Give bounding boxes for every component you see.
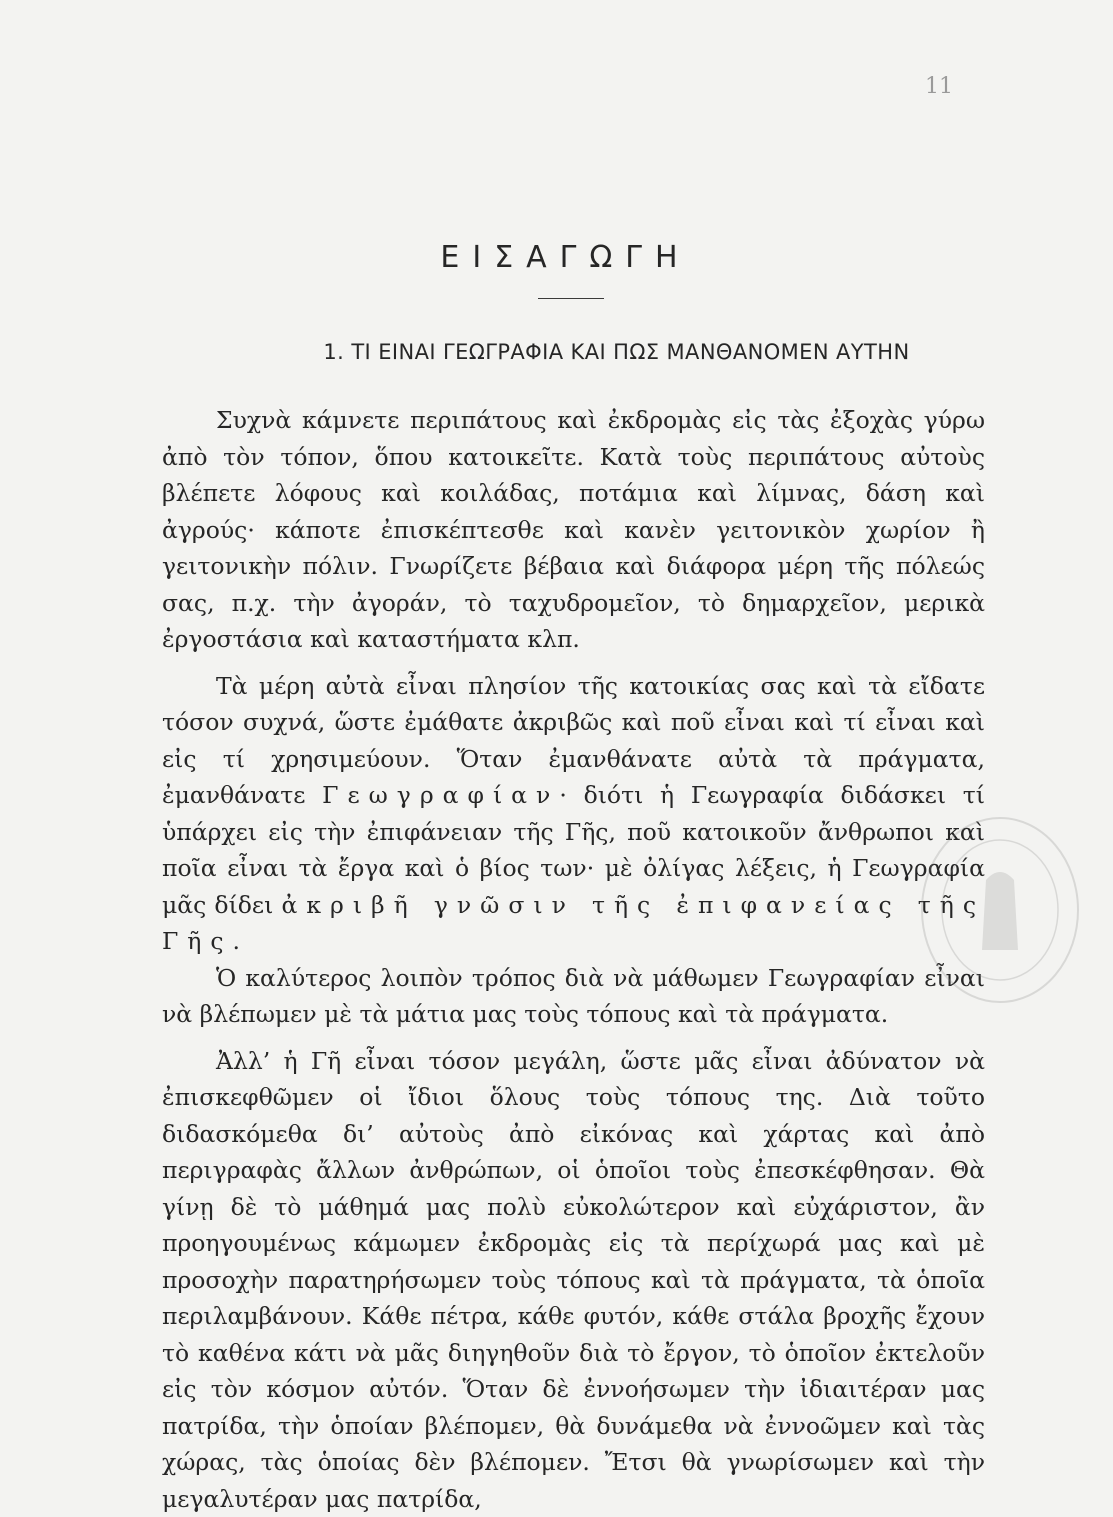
- paragraph-2: [162, 668, 985, 960]
- title-divider: [538, 298, 604, 299]
- library-stamp-icon: [916, 810, 1084, 1010]
- paragraph-2-part-e: .: [233, 927, 240, 955]
- section-heading: 1. ΤΙ ΕΙΝΑΙ ΓΕΩΓΡΑΦΙΑ ΚΑΙ ΠΩΣ ΜΑΝΘΑΝΟΜΕΝ ΑΥΤΗΝ: [0, 340, 1113, 364]
- paragraph-3: Ὁ καλύτερος λοιπὸν τρόπος διὰ νὰ μάθωμεν Γεωγραφίαν εἶναι νὰ βλέπωμεν μὲ τὰ μάτια μας τοὺς τόπους καὶ τὰ πράγματα.: [162, 960, 985, 1033]
- body-text: [162, 402, 985, 1517]
- paragraph-2-part-c: · διότι ἡ Γεωγραφία διδάσκει τί ὑπάρχει εἰς τὴν ἐπιφάνειαν τῆς Γῆς, ποῦ κατοικοῦν ἄνθρωποι καὶ ποῖα εἶναι τὰ ἔργα καὶ ὁ βίος των· μὲ ὀλίγας λέξεις, ἡ Γεωγραφία μᾶς δίδει: [162, 781, 985, 919]
- paragraph-4: Ἀλλ’ ἡ Γῆ εἶναι τόσον μεγάλη, ὥστε μᾶς εἶναι ἀδύνατον νὰ ἐπισκεφθῶμεν οἱ ἴδιοι ὅλους τοὺς τόπους της. Διὰ τοῦτο διδασκόμεθα δι’ αὐτοὺς ἀπὸ εἰκόνας καὶ χάρτας καὶ ἀπὸ περιγραφὰς ἄλλων ἀνθρώπων, οἱ ὁποῖοι τοὺς ἐπεσκέφθησαν. Θὰ γίνῃ δὲ τὸ μάθημά μας πολὺ εὐκολώτερον καὶ εὐχάριστον, ἂν προηγουμένως κάμωμεν ἐκδρομὰς εἰς τὰ περίχωρά μας καὶ μὲ προσοχὴν παρατηρήσωμεν τοὺς τόπους καὶ τὰ πράγματα, τὰ ὁποῖα περιλαμβάνουν. Κάθε πέτρα, κάθε φυτόν, κάθε στάλα βροχῆς ἔχουν τὸ καθένα κάτι νὰ μᾶς διηγηθοῦν διὰ τὸ ἔργον, τὸ ὁποῖον ἐκτελοῦν εἰς τὸν κόσμον αὐτόν. Ὅταν δὲ ἐννοήσωμεν τὴν ἰδιαιτέραν μας πατρίδα, τὴν ὁποίαν βλέπομεν, θὰ δυνάμεθα νὰ ἐννοῶμεν καὶ τὰς χώρας, τὰς ὁποίας δὲν βλέπομεν. Ἔτσι θὰ γνωρίσωμεν καὶ τὴν μεγαλυτέραν μας πατρίδα,: [162, 1043, 985, 1517]
- emphasis-definition: ἀκριβῆ γνῶσιν τῆς ἐπιφανείας τῆς Γῆς: [162, 891, 985, 956]
- page-number: 11: [925, 74, 953, 99]
- paragraph-1: Συχνὰ κάμνετε περιπάτους καὶ ἐκδρομὰς εἰς τὰς ἐξοχὰς γύρω ἀπὸ τὸν τόπον, ὅπου κατοικεῖτε. Κατὰ τοὺς περιπάτους αὐτοὺς βλέπετε λόφους καὶ κοιλάδας, ποτάμια καὶ λίμνας, δάση καὶ ἀγρούς· κάποτε ἐπισκέπτεσθε καὶ κανὲν γειτονικὸν χωρίον ἢ γειτονικὴν πόλιν. Γνωρίζετε βέβαια καὶ διάφορα μέρη τῆς πόλεώς σας, π.χ. τὴν ἀγοράν, τὸ ταχυδρομεῖον, τὸ δημαρχεῖον, μερικὰ ἐργοστάσια καὶ καταστήματα κλπ.: [162, 402, 985, 658]
- emphasis-geography: Γεωγραφίαν: [322, 781, 559, 809]
- paragraph-2-part-a: Τὰ μέρη αὐτὰ εἶναι πλησίον τῆς κατοικίας σας καὶ τὰ εἴδατε τόσον συχνά, ὥστε ἐμάθατε ἀκριβῶς καὶ ποῦ εἶναι καὶ τί εἶναι καὶ εἰς τί χρησιμεύουν. Ὅταν ἐμανθάνατε αὐτὰ τὰ πράγματα, ἐμανθάνατε: [162, 672, 985, 810]
- page-title: ΕΙΣΑΓΩΓΗ: [0, 240, 1113, 275]
